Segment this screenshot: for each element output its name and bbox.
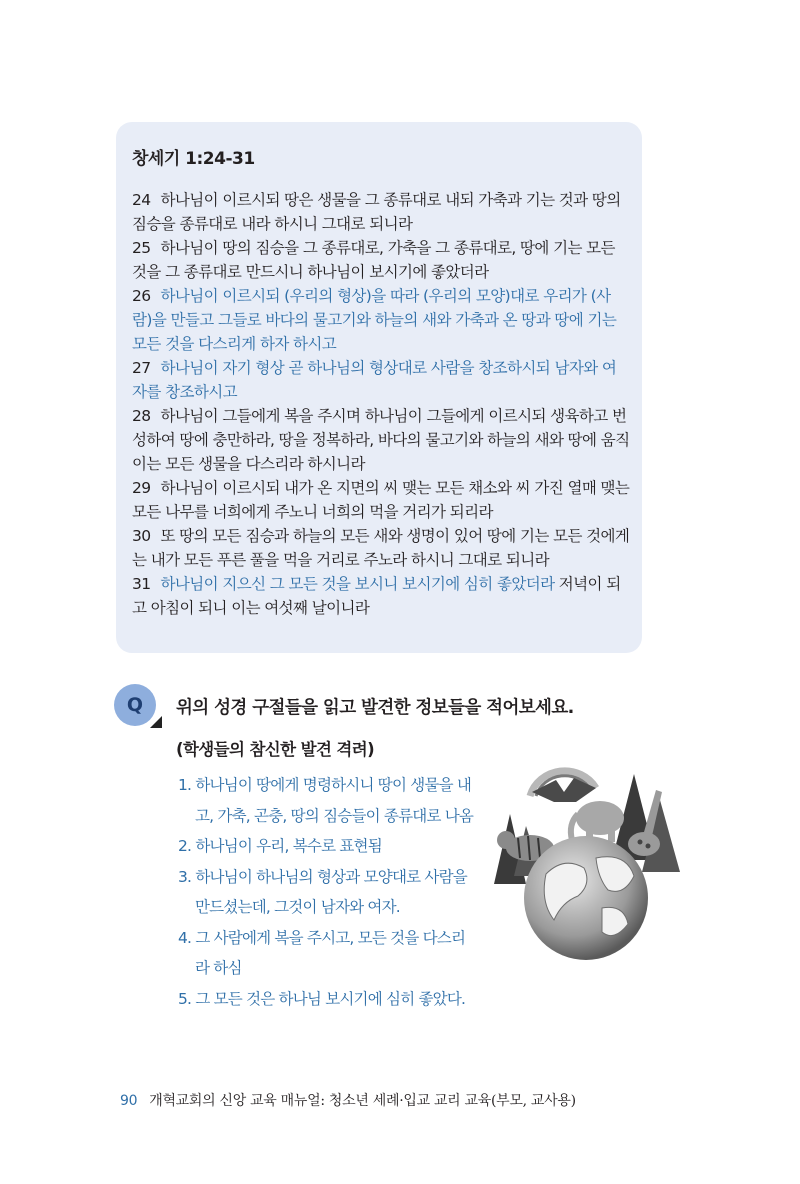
verse-number: 30 [132, 527, 151, 545]
verse-24 [132, 188, 630, 236]
answer-list [178, 770, 478, 1014]
elephant-icon [571, 801, 624, 842]
verse-number: 24 [132, 191, 151, 209]
verse-number: 27 [132, 359, 151, 377]
question-text: 위의 성경 구절들을 읽고 발견한 정보들을 적어보세요. [176, 698, 574, 718]
page-footer [120, 1090, 576, 1110]
verse-25 [132, 236, 630, 284]
verse-29 [132, 476, 630, 524]
verse-text-highlighted: 하나님이 자기 형상 곧 하나님의 형상대로 사람을 창조하시되 남자와 여자를 창조하시고 [132, 359, 617, 401]
verse-text: 하나님이 이르시되 내가 온 지면의 씨 맺는 모든 채소와 씨 가진 열매 맺는 모든 나무를 너희에게 주노니 너희의 먹을 거리가 되리라 [132, 479, 630, 521]
answer-item: 5. 그 모든 것은 하나님 보시기에 심히 좋았다. [178, 989, 466, 1008]
verse-30 [132, 524, 630, 572]
verse-text: 하나님이 이르시되 땅은 생물을 그 종류대로 내되 가축과 기는 것과 땅의 짐승을 종류대로 내라 하시니 그대로 되니라 [132, 191, 621, 233]
verse-26 [132, 284, 630, 356]
book-title: 개혁교회의 신앙 교육 매뉴얼: 청소년 세례·입교 교리 교육(부모, 교사용) [149, 1093, 576, 1109]
scripture-verses [132, 188, 630, 620]
verse-text: 하나님이 땅의 짐승을 그 종류대로, 가축을 그 종류대로, 땅에 기는 모든 것을 그 종류대로 만드시니 하나님이 보시기에 좋았더라 [132, 239, 615, 281]
verse-number: 29 [132, 479, 151, 497]
verse-text: 하나님이 그들에게 복을 주시며 하나님이 그들에게 이르시되 생육하고 번성하여 땅에 충만하라, 땅을 정복하라, 바다의 물고기와 하늘의 새와 땅에 움직이는 모든 생물을 다스리라 하시니라 [132, 407, 630, 473]
answer-item: 4. 그 사람에게 복을 주시고, 모든 것을 다스리라 하심 [178, 928, 466, 977]
verse-number: 31 [132, 575, 151, 593]
creation-globe-illustration [484, 752, 684, 962]
question-badge: Q [114, 684, 156, 726]
verse-number: 28 [132, 407, 151, 425]
question-badge-corner [150, 716, 162, 728]
globe-icon [524, 836, 648, 960]
verse-text: 저녁이 되고 아침이 되니 이는 여섯째 날이니라 [132, 575, 621, 617]
answer-item: 1. 하나님이 땅에게 명령하시니 땅이 생물을 내고, 가축, 곤충, 땅의 짐승들이 종류대로 나옴 [178, 776, 474, 825]
verse-31 [132, 572, 630, 620]
verse-27 [132, 356, 630, 404]
verse-number: 25 [132, 239, 151, 257]
verse-number: 26 [132, 287, 151, 305]
answer-item: 2. 하나님이 우리, 복수로 표현됨 [178, 837, 382, 855]
page-number: 90 [120, 1093, 138, 1109]
question-subheading: (학생들의 참신한 발견 격려) [176, 740, 375, 759]
scripture-title: 창세기 1:24-31 [132, 149, 255, 169]
verse-text-highlighted: 하나님이 지으신 그 모든 것을 보시니 보시기에 심히 좋았더라 [160, 575, 555, 593]
verse-text-highlighted: 하나님이 이르시되 (우리의 형상)을 따라 (우리의 모양)대로 우리가 (사람)을 만들고 그들로 바다의 물고기와 하늘의 새와 가축과 온 땅과 땅에 기는 모든 것을 다스리게 하자 하시고 [132, 287, 617, 353]
verse-text: 또 땅의 모든 짐승과 하늘의 모든 새와 생명이 있어 땅에 기는 모든 것에게는 내가 모든 푸른 풀을 먹을 거리로 주노라 하시니 그대로 되니라 [132, 527, 630, 569]
verse-28 [132, 404, 630, 476]
answer-item: 3. 하나님이 하나님의 형상과 모양대로 사람을 만드셨는데, 그것이 남자와 여자. [178, 867, 467, 916]
